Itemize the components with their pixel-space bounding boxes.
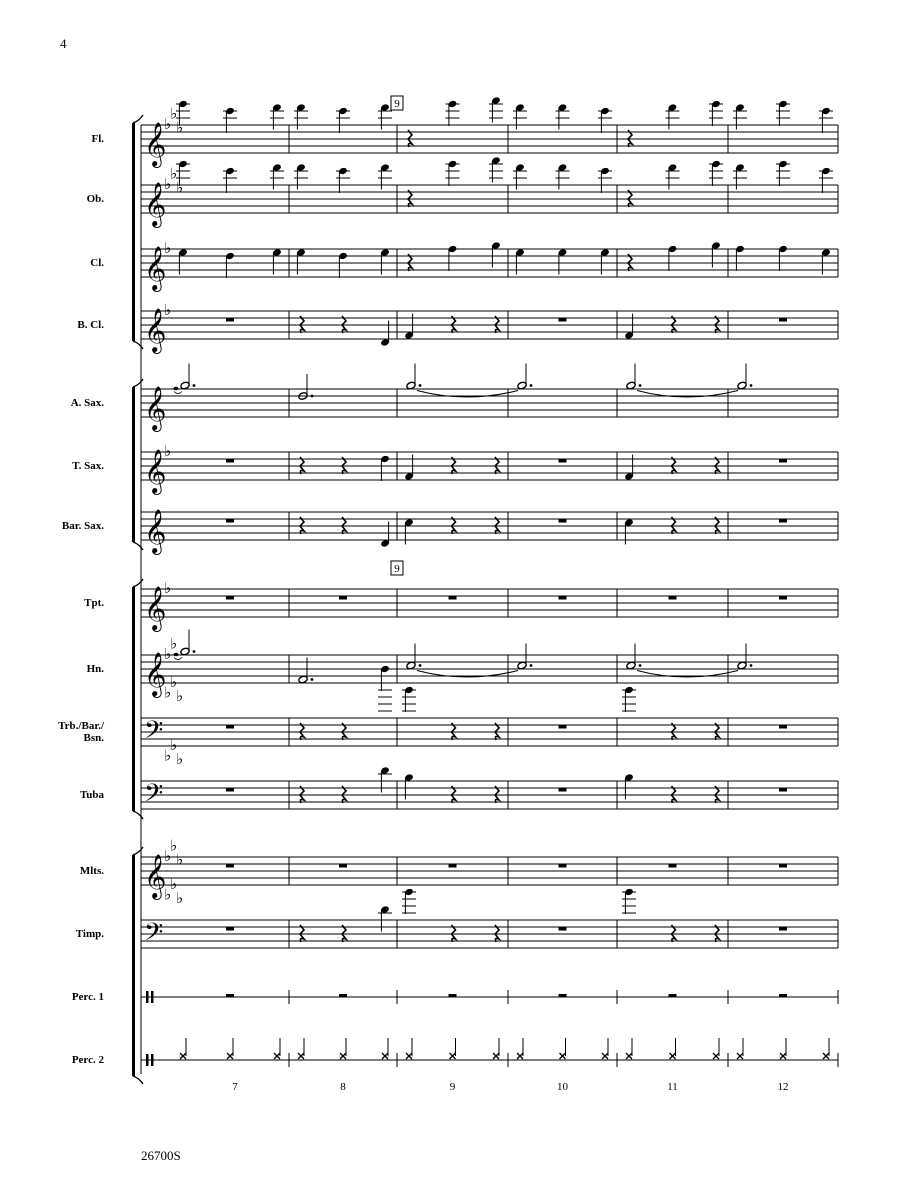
whole-rest (779, 725, 787, 729)
whole-rest (559, 725, 567, 729)
augmentation-dot (419, 664, 422, 667)
quarter-rest (408, 190, 412, 207)
treble-clef: 𝄞 (144, 449, 167, 493)
percussion-clef (146, 1054, 149, 1066)
staff-1 (141, 96, 838, 168)
staff-8 (141, 579, 838, 632)
quarter-rest (300, 316, 304, 333)
key-flat: ♭ (176, 178, 184, 197)
quarter-rest (715, 316, 719, 333)
whole-rest (779, 596, 787, 600)
staff-5 (141, 364, 838, 433)
x-notehead (670, 1053, 676, 1059)
whole-rest (226, 459, 234, 463)
x-notehead (517, 1053, 523, 1059)
key-flat: ♭ (164, 746, 172, 765)
key-flat: ♭ (170, 836, 178, 855)
instrument-label: Mlts. (79, 865, 104, 877)
key-flat: ♭ (170, 875, 178, 893)
staff-2 (141, 156, 838, 228)
treble-clef: 𝄞 (144, 122, 167, 166)
x-notehead (274, 1053, 280, 1059)
quarter-rest (672, 457, 676, 474)
instrument-label: Perc. 2 (71, 1054, 104, 1066)
treble-clef: 𝄞 (144, 308, 167, 352)
treble-clef: 𝄞 (144, 509, 167, 553)
page-number: 4 (60, 36, 67, 51)
quarter-rest (495, 786, 499, 803)
quarter-rest (672, 723, 676, 740)
whole-rest (669, 864, 677, 868)
whole-rest (226, 927, 234, 931)
x-notehead (560, 1053, 566, 1059)
whole-rest (559, 927, 567, 931)
quarter-rest (715, 786, 719, 803)
augmentation-dot (193, 650, 196, 653)
instrument-label: Tuba (79, 789, 104, 801)
staff-11 (141, 736, 838, 814)
bracket-hook (133, 115, 143, 123)
x-notehead (382, 1053, 388, 1059)
quarter-rest (300, 723, 304, 740)
whole-rest (779, 519, 787, 523)
x-notehead (626, 1053, 632, 1059)
quarter-rest (342, 925, 346, 942)
quarter-rest (628, 190, 632, 207)
whole-rest (779, 927, 787, 931)
key-flat: ♭ (170, 164, 178, 183)
whole-rest (226, 788, 234, 792)
x-notehead (602, 1053, 608, 1059)
whole-rest (226, 994, 234, 998)
key-flat: ♭ (176, 850, 184, 869)
treble-clef: 𝄞 (144, 652, 167, 696)
instrument-label: Bsn. (83, 732, 104, 744)
instrument-label: Perc. 1 (71, 991, 104, 1003)
measure-number: 10 (557, 1081, 568, 1093)
bracket-hook (133, 1076, 143, 1084)
whole-rest (449, 994, 457, 998)
x-notehead (493, 1053, 499, 1059)
treble-clef: 𝄞 (144, 246, 167, 290)
x-notehead (406, 1053, 412, 1059)
whole-rest (559, 519, 567, 523)
instrument-label: Bar. Sax. (61, 520, 104, 532)
quarter-rest (342, 517, 346, 534)
grace-slur (174, 392, 182, 394)
measure-number: 12 (777, 1081, 789, 1093)
x-notehead (227, 1053, 233, 1059)
whole-rest (779, 318, 787, 322)
measure-number: 9 (449, 1081, 456, 1093)
key-flat: ♭ (176, 687, 184, 705)
quarter-rest (452, 316, 456, 333)
augmentation-dot (311, 678, 314, 681)
instrument-label: Fl. (91, 133, 104, 145)
group-bracket (132, 587, 135, 811)
augmentation-dot (193, 384, 196, 387)
measure-number: 8 (340, 1081, 346, 1093)
quarter-rest (408, 130, 412, 147)
key-flat: ♭ (170, 104, 178, 123)
quarter-rest (300, 786, 304, 803)
quarter-rest (342, 723, 346, 740)
percussion-clef (146, 991, 149, 1003)
augmentation-dot (311, 395, 314, 398)
staff-9 (141, 630, 838, 699)
augmentation-dot (530, 664, 533, 667)
staff-6 (141, 442, 838, 495)
measure-number: 11 (667, 1081, 678, 1093)
key-flat: ♭ (164, 579, 172, 597)
percussion-clef (151, 1054, 154, 1066)
quarter-rest (715, 517, 719, 534)
quarter-rest (342, 316, 346, 333)
instrument-label: Tpt. (84, 597, 104, 609)
whole-rest (669, 994, 677, 998)
staff-10 (141, 665, 838, 751)
augmentation-dot (639, 664, 642, 667)
whole-rest (226, 519, 234, 523)
staff-13 (141, 875, 838, 953)
key-flat: ♭ (164, 239, 172, 257)
key-flat: ♭ (164, 645, 172, 663)
bass-clef: 𝄢 (144, 918, 164, 953)
quarter-rest (408, 254, 412, 271)
treble-clef: 𝄞 (144, 854, 167, 898)
whole-rest (449, 596, 457, 600)
instrument-label: Timp. (75, 928, 104, 940)
quarter-rest (300, 517, 304, 534)
quarter-rest (672, 925, 676, 942)
whole-rest (669, 596, 677, 600)
key-flat: ♭ (164, 847, 172, 865)
key-flat: ♭ (170, 634, 178, 653)
measure-number: 7 (232, 1081, 238, 1093)
instrument-label: Hn. (86, 663, 104, 675)
whole-rest (226, 318, 234, 322)
whole-rest (226, 864, 234, 868)
quarter-rest (495, 723, 499, 740)
x-notehead (823, 1053, 829, 1059)
rehearsal-mark: 9 (394, 98, 400, 110)
whole-rest (779, 994, 787, 998)
grace-slur (174, 658, 182, 660)
catalog-number: 26700S (141, 1148, 181, 1163)
quarter-rest (495, 457, 499, 474)
augmentation-dot (419, 384, 422, 387)
x-notehead (298, 1053, 304, 1059)
quarter-rest (715, 723, 719, 740)
quarter-rest (452, 925, 456, 942)
quarter-rest (628, 130, 632, 147)
quarter-rest (628, 254, 632, 271)
bass-clef: 𝄢 (144, 779, 164, 814)
key-flat: ♭ (170, 673, 178, 691)
key-flat: ♭ (164, 301, 172, 319)
instrument-label: T. Sax. (72, 460, 104, 472)
x-notehead (713, 1053, 719, 1059)
grace-note (174, 653, 179, 657)
treble-clef: 𝄞 (144, 586, 167, 630)
quarter-rest (495, 316, 499, 333)
quarter-rest (342, 786, 346, 803)
staff-14 (141, 990, 838, 1004)
key-flat: ♭ (164, 683, 172, 702)
instrument-label: Ob. (86, 193, 104, 205)
staff-12 (141, 837, 838, 901)
x-notehead (737, 1053, 743, 1059)
treble-clef: 𝄞 (144, 386, 167, 430)
whole-rest (779, 864, 787, 868)
augmentation-dot (530, 384, 533, 387)
whole-rest (226, 725, 234, 729)
whole-rest (559, 596, 567, 600)
quarter-rest (495, 517, 499, 534)
quarter-rest (715, 457, 719, 474)
treble-clef: 𝄞 (144, 182, 167, 226)
quarter-rest (715, 925, 719, 942)
quarter-rest (672, 786, 676, 803)
augmentation-dot (750, 664, 753, 667)
quarter-rest (495, 925, 499, 942)
staff-4 (141, 301, 838, 354)
whole-rest (559, 318, 567, 322)
x-notehead (180, 1053, 186, 1059)
quarter-rest (672, 316, 676, 333)
x-notehead (340, 1053, 346, 1059)
instrument-label: Trb./Bar./ (58, 720, 104, 732)
quarter-rest (672, 517, 676, 534)
augmentation-dot (639, 384, 642, 387)
x-notehead (780, 1053, 786, 1059)
whole-rest (559, 994, 567, 998)
staff-15 (141, 1038, 838, 1067)
whole-rest (559, 459, 567, 463)
quarter-rest (452, 723, 456, 740)
whole-rest (339, 994, 347, 998)
key-flat: ♭ (164, 115, 172, 133)
grace-note (174, 387, 179, 391)
whole-rest (779, 459, 787, 463)
whole-rest (779, 788, 787, 792)
group-bracket (132, 123, 135, 341)
key-flat: ♭ (164, 885, 172, 904)
whole-rest (559, 788, 567, 792)
whole-rest (339, 596, 347, 600)
whole-rest (559, 864, 567, 868)
whole-rest (449, 864, 457, 868)
quarter-rest (452, 786, 456, 803)
key-flat: ♭ (176, 750, 184, 768)
x-notehead (450, 1053, 456, 1059)
instrument-label: B. Cl. (77, 319, 104, 331)
group-bracket (132, 387, 135, 542)
quarter-rest (300, 457, 304, 474)
percussion-clef (151, 991, 154, 1003)
staff-7 (141, 509, 838, 555)
group-bracket (132, 855, 135, 1076)
key-flat: ♭ (164, 442, 172, 460)
augmentation-dot (750, 384, 753, 387)
key-flat: ♭ (176, 889, 184, 907)
quarter-rest (452, 457, 456, 474)
key-flat: ♭ (170, 736, 178, 754)
rehearsal-mark: 9 (394, 563, 400, 575)
whole-rest (226, 596, 234, 600)
key-flat: ♭ (176, 118, 184, 137)
key-flat: ♭ (164, 175, 172, 193)
quarter-rest (300, 925, 304, 942)
quarter-rest (342, 457, 346, 474)
whole-rest (339, 864, 347, 868)
instrument-label: A. Sax. (70, 397, 104, 409)
instrument-label: Cl. (90, 257, 104, 269)
quarter-rest (452, 517, 456, 534)
bass-clef: 𝄢 (144, 716, 164, 751)
staff-3 (141, 239, 838, 292)
